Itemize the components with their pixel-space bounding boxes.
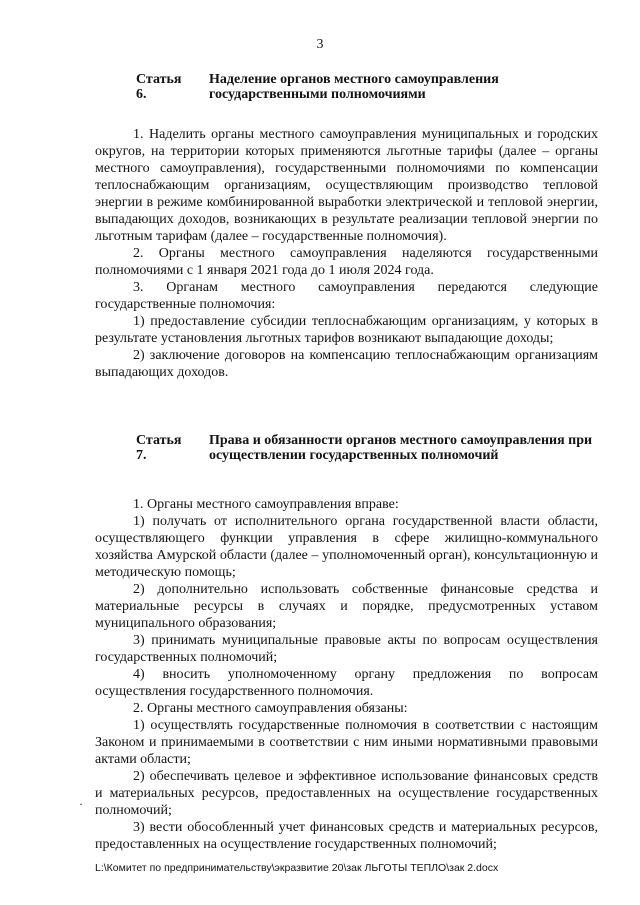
article-7-paragraph: 3) вести обособленный учет финансовых средств и материальных ресурсов, предоставленных на осуществление государственных полномочий; [95,820,598,852]
article-7-paragraph: 4) вносить уполномоченному органу предложения по вопросам осуществления государственного полномочия. [95,667,598,699]
article-6-label: Статья 6. [136,72,182,102]
file-path-footer: L:\Комитет по предпринимательству\экразвитие 20\зак ЛЬГОТЫ ТЕПЛО\зак 2.docx [95,862,499,874]
article-7-paragraph: 3) принимать муниципальные правовые акты по вопросам осуществления государственных полномочий; [95,633,598,665]
article-7-paragraph: 2. Органы местного самоуправления обязаны: [133,701,408,716]
article-7-paragraph: 1) осуществлять государственные полномочия в соответствии с настоящим Законом и принимаемыми в соответствии с ним иными нормативными правовыми актами области; [95,718,598,767]
article-7-label: Статья 7. [136,433,182,463]
article-6-title: Наделение органов местного самоуправления государственными полномочиями [209,72,499,102]
page-number: 3 [316,37,324,52]
article-6-paragraph: 1. Наделить органы местного самоуправления муниципальных и городских округов, на территории которых применяются льготные тарифы (далее – органы местного самоуправления), государственными полномочиями по компенсации теплоснабжающим организациям, осуществляющим производство тепловой энергии в режиме комбинированной выработки электрической и тепловой энергии, выпадающих доходов, возникающих в результате реализации тепловой энергии по льготным тарифам (далее – государственные полномочия). [95,127,598,244]
article-6-paragraph: 3. Органам местного самоуправления передаются следующие государственные полномочия: [95,280,598,312]
article-7-paragraph: 1) получать от исполнительного органа государственной власти области, осуществляющего функции управления в сфере жилищно-коммунального хозяйства Амурской области (далее – уполномоченный орган), консультационную и методическую помощь; [95,514,598,580]
article-6-paragraph: 2) заключение договоров на компенсацию теплоснабжающим организациям выпадающих доходов. [95,348,598,380]
article-7-body [95,496,598,853]
margin-mark: · [79,797,83,811]
article-6-paragraph: 1) предоставление субсидии теплоснабжающим организациям, у которых в результате установления льготных тарифов возникают выпадающие доходы; [95,314,598,346]
article-6-body [95,126,598,381]
article-6-paragraph: 2. Органы местного самоуправления наделяются государственными полномочиями с 1 января 2021 года до 1 июля 2024 года. [95,246,598,278]
article-7-title: Права и обязанности органов местного самоуправления при осуществлении государственных полномочий [209,433,593,463]
article-7-paragraph: 2) обеспечивать целевое и эффективное использование финансовых средств и материальных ресурсов, предоставленных на осуществление государственных полномочий; [95,769,598,818]
article-7-paragraph: 1. Органы местного самоуправления вправе: [133,497,399,512]
article-7-paragraph: 2) дополнительно использовать собственные финансовые средства и материальные ресурсы в случаях и порядке, предусмотренных уставом муниципального образования; [95,582,598,631]
